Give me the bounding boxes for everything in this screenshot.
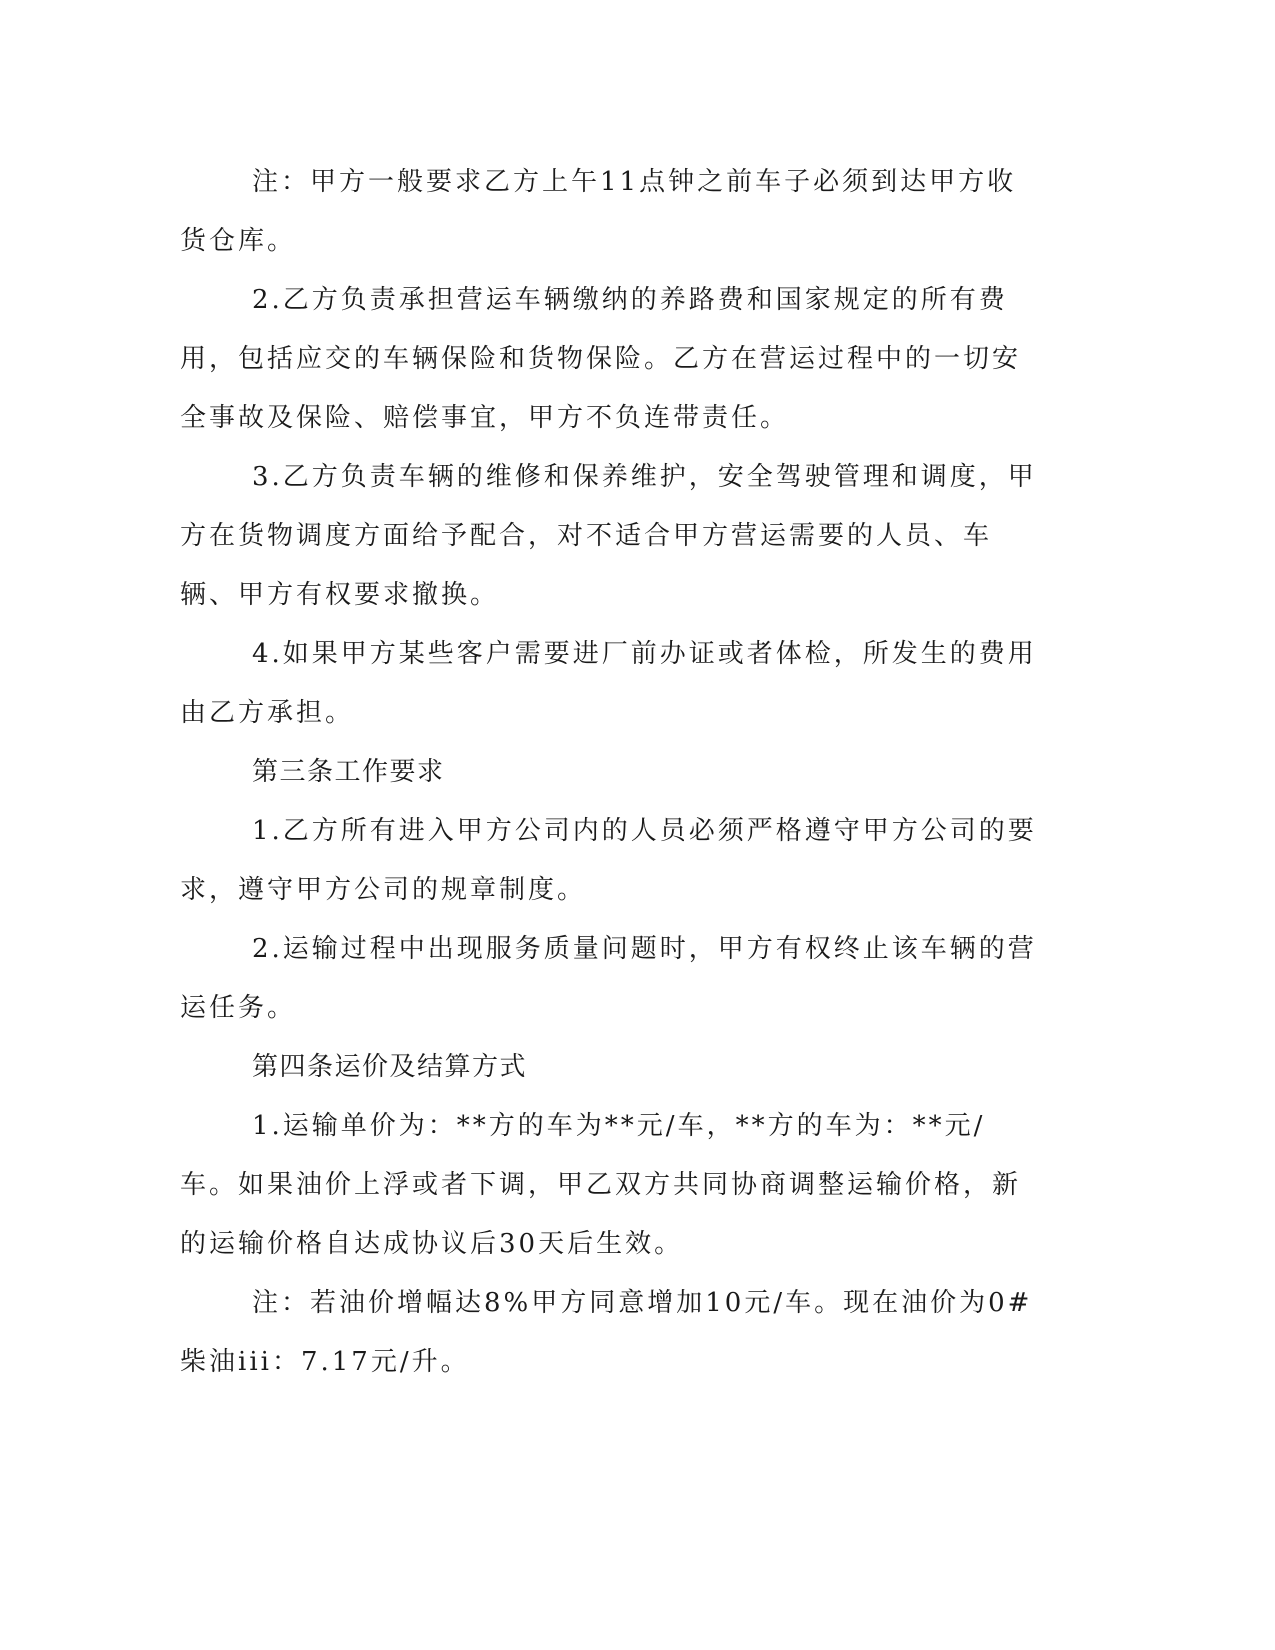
note-arrival-time: 注：甲方一般要求乙方上午11点钟之前车子必须到达甲方收货仓库。 <box>180 167 1017 256</box>
section-heading-freight-settlement: 第四条运价及结算方式 <box>252 1052 528 1082</box>
document-body <box>180 153 1040 1392</box>
requirement-1-rules: 1.乙方所有进入甲方公司内的人员必须严格遵守甲方公司的要求，遵守甲方公司的规章制度。 <box>180 816 1037 905</box>
clause-3-maintenance: 3.乙方负责车辆的维修和保养维护，安全驾驶管理和调度，甲方在货物调度方面给予配合，对不适合甲方营运需要的人员、车辆、甲方有权要求撤换。 <box>180 462 1037 610</box>
note-oil-price: 注：若油价增幅达8%甲方同意增加10元/车。现在油价为0#柴油iii：7.17元/升。 <box>180 1288 1033 1377</box>
freight-unit-price: 1.运输单价为：**方的车为**元/车，**方的车为：**元/车。如果油价上浮或者下调，甲乙双方共同协商调整运输价格，新的运输价格自达成协议后30天后生效。 <box>180 1111 1022 1259</box>
section-heading-work-requirements: 第三条工作要求 <box>252 757 445 787</box>
requirement-2-quality: 2.运输过程中出现服务质量问题时，甲方有权终止该车辆的营运任务。 <box>180 934 1037 1023</box>
clause-4-certificates: 4.如果甲方某些客户需要进厂前办证或者体检，所发生的费用由乙方承担。 <box>180 639 1037 728</box>
clause-2-fees: 2.乙方负责承担营运车辆缴纳的养路费和国家规定的所有费用，包括应交的车辆保险和货物保险。乙方在营运过程中的一切安全事故及保险、赔偿事宜，甲方不负连带责任。 <box>180 285 1022 433</box>
